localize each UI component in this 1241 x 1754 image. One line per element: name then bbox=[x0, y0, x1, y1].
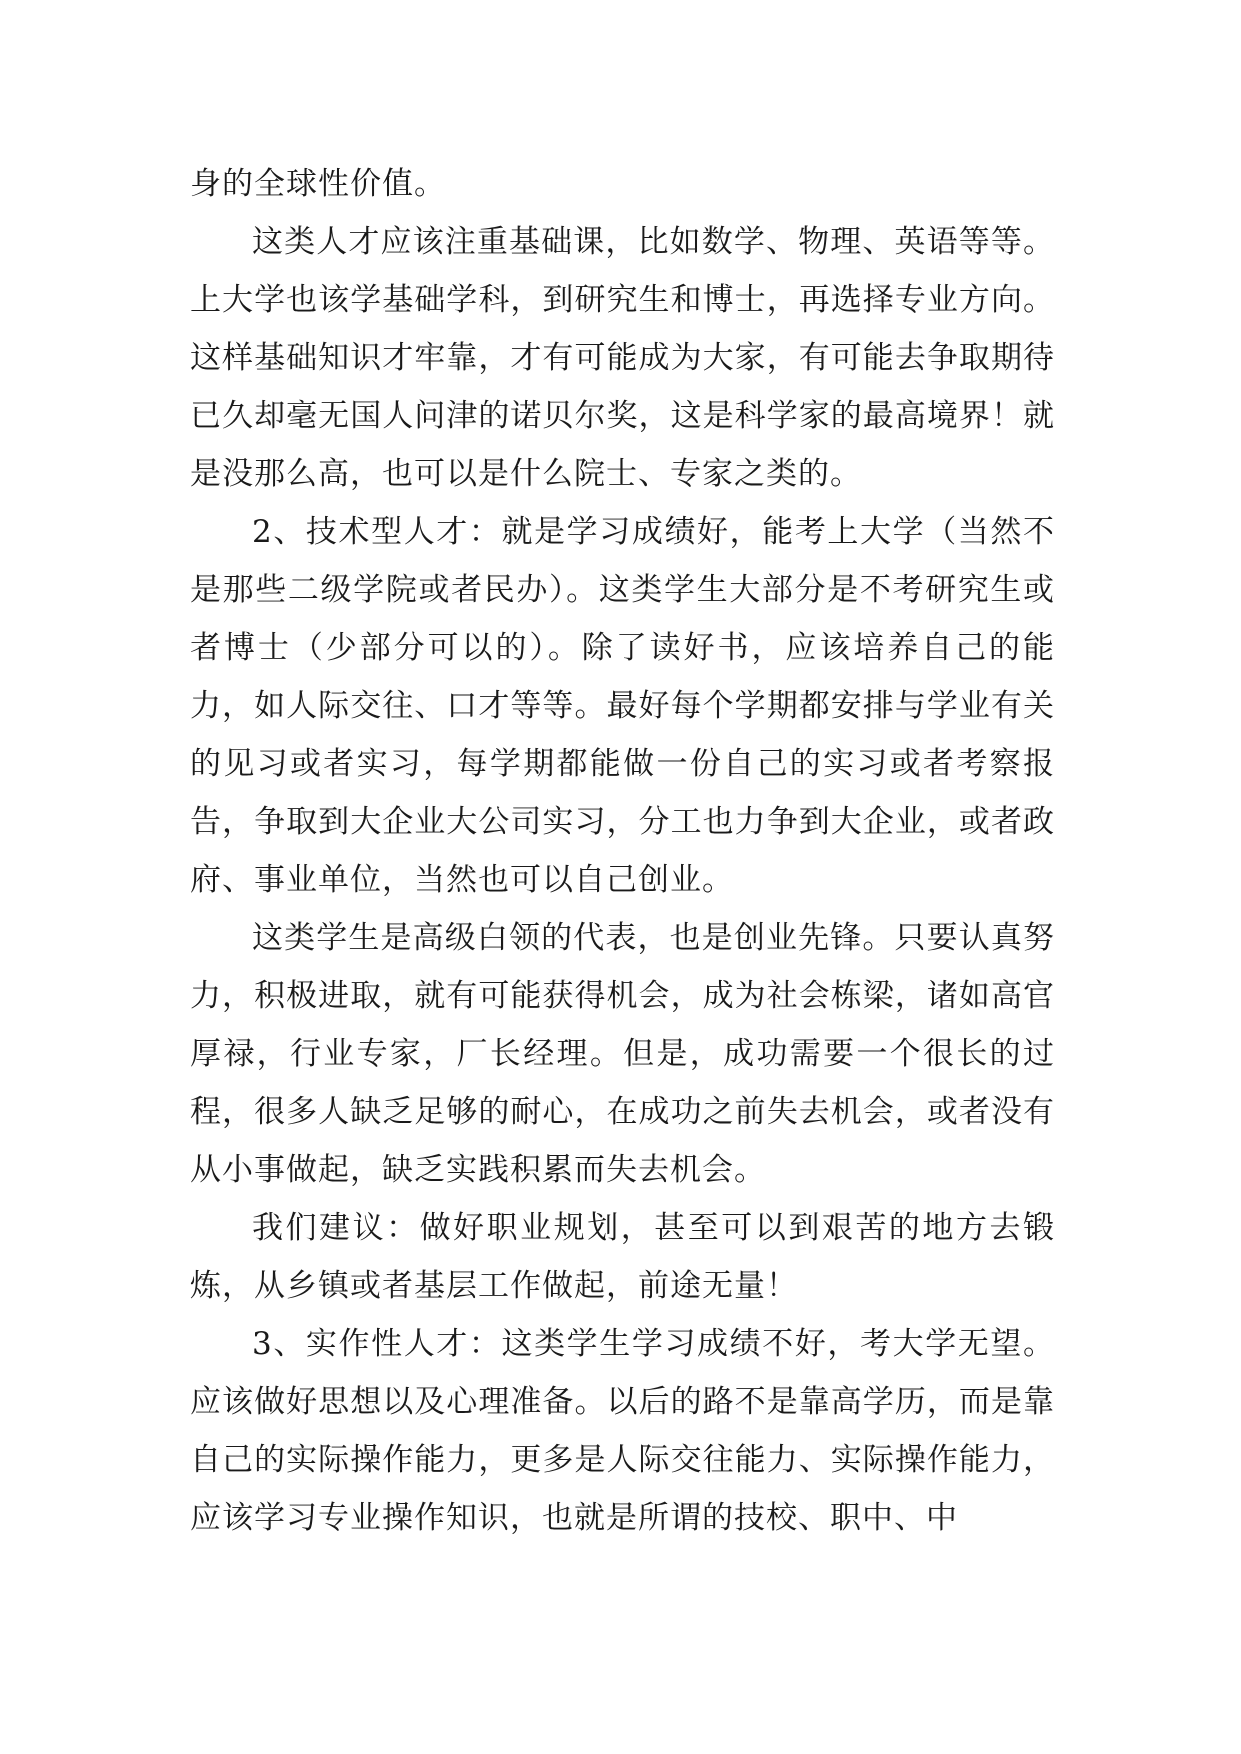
paragraph-technical-talent: 2、技术型人才：就是学习成绩好，能考上大学（当然不是那些二级学院或者民办）。这类学生大部分是不考研究生或者博士（少部分可以的）。除了读好书，应该培养自己的能力，如人际交往、口才等等。最好每个学期都安排与学业有关的见习或者实习，每学期都能做一份自己的实习或者考察报告，争取到大企业大公司实习，分工也力争到大企业，或者政府、事业单位，当然也可以自己创业。 bbox=[190, 514, 1055, 898]
paragraph-white-collar: 这类学生是高级白领的代表，也是创业先锋。只要认真努力，积极进取，就有可能获得机会，成为社会栋梁，诸如高官厚禄，行业专家，厂长经理。但是，成功需要一个很长的过程，很多人缺乏足够的耐心，在成功之前失去机会，或者没有从小事做起，缺乏实践积累而失去机会。 bbox=[190, 920, 1055, 1188]
paragraph-recommendation: 我们建议：做好职业规划，甚至可以到艰苦的地方去锻炼，从乡镇或者基层工作做起，前途无量！ bbox=[190, 1210, 1055, 1304]
document-body bbox=[190, 155, 1055, 1547]
paragraph-foundation-courses: 这类人才应该注重基础课，比如数学、物理、英语等等。上大学也该学基础学科，到研究生和博士，再选择专业方向。这样基础知识才牢靠，才有可能成为大家，有可能去争取期待已久却毫无国人问津的诺贝尔奖，这是科学家的最高境界！就是没那么高，也可以是什么院士、专家之类的。 bbox=[190, 224, 1055, 492]
paragraph-practical-talent: 3、实作性人才：这类学生学习成绩不好，考大学无望。应该做好思想以及心理准备。以后的路不是靠高学历，而是靠自己的实际操作能力，更多是人际交往能力、实际操作能力，应该学习专业操作知识，也就是所谓的技校、职中、中 bbox=[190, 1326, 1055, 1536]
paragraph-continuation: 身的全球性价值。 bbox=[190, 166, 446, 202]
